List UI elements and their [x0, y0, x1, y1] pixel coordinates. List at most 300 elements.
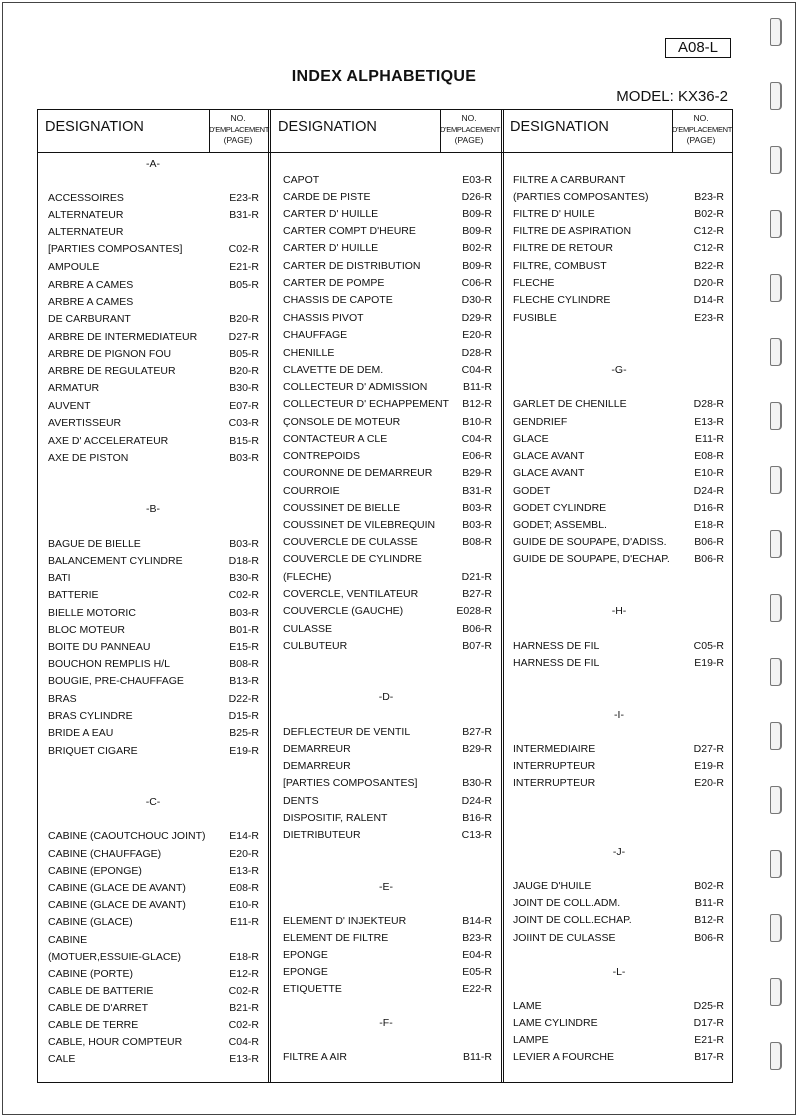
index-entry	[48, 313, 259, 326]
section-letter-heading: -J-	[612, 846, 626, 858]
entry-designation: (PARTIES COMPOSANTES)	[513, 191, 649, 203]
binder-hole	[770, 466, 782, 494]
entry-page-ref: B21-R	[229, 1002, 259, 1014]
entry-designation: CULASSE	[283, 623, 333, 635]
entry-page-ref: E21-R	[229, 261, 259, 273]
entry-designation: CABINE (GLACE DE AVANT)	[48, 882, 186, 894]
entry-designation: CABINE (CHAUFFAGE)	[48, 848, 162, 860]
entry-designation: CARTER DE POMPE	[283, 277, 385, 289]
entry-page-ref: B16-R	[462, 812, 492, 824]
entry-page-ref: C04-R	[461, 364, 492, 376]
page-header-no: NO.	[693, 113, 709, 123]
index-entry	[48, 710, 259, 723]
entry-designation: BRAS CYLINDRE	[48, 710, 133, 722]
entry-designation: GODET	[513, 485, 551, 497]
index-entry	[283, 450, 492, 463]
index-entry	[283, 949, 492, 962]
entry-page-ref: D30-R	[461, 294, 492, 306]
binder-hole	[770, 658, 782, 686]
index-entry	[283, 277, 492, 290]
index-entry	[283, 329, 492, 342]
page-header-emplacement: D'EMPLACEMENT	[440, 125, 501, 134]
entry-designation: GODET CYLINDRE	[513, 502, 607, 514]
entry-designation: BRAS	[48, 693, 77, 705]
model-label: MODEL: KX36-2	[616, 88, 728, 105]
entry-page-ref: B09-R	[462, 208, 492, 220]
index-entry	[48, 261, 259, 274]
entry-designation: CARTER D' HUILLE	[283, 208, 379, 220]
entry-page-ref: B25-R	[229, 727, 259, 739]
index-entry	[48, 192, 259, 205]
entry-page-ref: C05-R	[693, 640, 724, 652]
entry-page-ref: E22-R	[462, 983, 492, 995]
column-3-designation-header: DESIGNATION	[510, 119, 609, 135]
entry-designation: ACCESSOIRES	[48, 192, 124, 204]
entry-page-ref: B22-R	[694, 260, 724, 272]
entry-designation: HARNESS DE FIL	[513, 640, 600, 652]
index-entry	[283, 242, 492, 255]
index-entry	[48, 1053, 259, 1066]
entry-page-ref: D28-R	[461, 347, 492, 359]
entry-designation: [PARTIES COMPOSANTES]	[48, 243, 183, 255]
index-entry	[48, 279, 259, 292]
entry-designation: BRIQUET CIGARE	[48, 745, 138, 757]
entry-designation: FILTRE A AIR	[283, 1051, 347, 1063]
entry-page-ref: D21-R	[461, 571, 492, 583]
section-letter-heading: -F-	[379, 1017, 393, 1029]
entry-page-ref: E19-R	[694, 657, 724, 669]
entry-page-ref: E05-R	[462, 966, 492, 978]
index-entry	[283, 588, 492, 601]
index-entry	[48, 830, 259, 843]
index-entry	[48, 865, 259, 878]
entry-designation: COURONNE DE DEMARREUR	[283, 467, 433, 479]
index-table	[37, 109, 733, 1083]
entry-page-ref: C02-R	[228, 1019, 259, 1031]
entry-page-ref: B12-R	[694, 914, 724, 926]
section-letter-heading: -B-	[146, 503, 160, 515]
index-entry	[513, 743, 724, 756]
entry-designation: GODET; ASSEMBL.	[513, 519, 607, 531]
index-entry	[48, 1036, 259, 1049]
index-entry	[48, 348, 259, 361]
entry-page-ref: B01-R	[229, 624, 259, 636]
section-letter-heading: -A-	[146, 158, 160, 170]
entry-page-ref: E12-R	[229, 968, 259, 980]
entry-page-ref: B03-R	[229, 607, 259, 619]
index-entry	[283, 795, 492, 808]
index-entry	[513, 191, 724, 204]
page-header-emplacement: D'EMPLACEMENT	[672, 125, 733, 134]
index-entry	[283, 1051, 492, 1064]
entry-designation: BOUGIE, PRE-CHAUFFAGE	[48, 675, 184, 687]
index-entry	[48, 675, 259, 688]
entry-designation: FUSIBLE	[513, 312, 557, 324]
entry-page-ref: B03-R	[229, 538, 259, 550]
index-entry	[513, 880, 724, 893]
index-entry	[513, 1034, 724, 1047]
entry-designation: GARLET DE CHENILLE	[513, 398, 627, 410]
entry-designation: ARBRE DE REGULATEUR	[48, 365, 176, 377]
index-entry	[283, 347, 492, 360]
entry-designation: DEMARREUR	[283, 760, 351, 772]
page-header-emplacement: D'EMPLACEMENT	[209, 125, 270, 134]
entry-designation: CONTACTEUR A CLE	[283, 433, 388, 445]
entry-designation: COUVERCLE DE CYLINDRE	[283, 553, 422, 565]
entry-page-ref: B30-R	[229, 572, 259, 584]
entry-designation: ARBRE DE PIGNON FOU	[48, 348, 172, 360]
index-entry	[283, 485, 492, 498]
entry-designation: CARTER DE DISTRIBUTION	[283, 260, 421, 272]
index-entry	[513, 260, 724, 273]
entry-page-ref: E13-R	[229, 865, 259, 877]
entry-page-ref: E11-R	[230, 916, 259, 928]
entry-designation: COUVERCLE (GAUCHE)	[283, 605, 404, 617]
entry-designation: AXE D' ACCELERATEUR	[48, 435, 169, 447]
entry-page-ref: C13-R	[461, 829, 492, 841]
entry-designation: CABINE (GLACE DE AVANT)	[48, 899, 186, 911]
entry-designation: EPONGE	[283, 966, 328, 978]
entry-page-ref: E08-R	[229, 882, 259, 894]
binder-hole	[770, 722, 782, 750]
entry-page-ref: B06-R	[694, 553, 724, 565]
entry-designation: BAGUE DE BIELLE	[48, 538, 141, 550]
entry-designation: ALTERNATEUR	[48, 226, 124, 238]
index-entry	[513, 914, 724, 927]
entry-designation: [PARTIES COMPOSANTES]	[283, 777, 418, 789]
entry-designation: INTERRUPTEUR	[513, 777, 596, 789]
index-entry	[48, 624, 259, 637]
index-entry	[48, 555, 259, 568]
entry-page-ref: B06-R	[462, 623, 492, 635]
entry-page-ref: B27-R	[462, 726, 492, 738]
entry-designation: ELEMENT D' INJEKTEUR	[283, 915, 407, 927]
page-header-no: NO.	[230, 113, 246, 123]
entry-page-ref: E11-R	[695, 433, 724, 445]
entry-designation: BLOC MOTEUR	[48, 624, 126, 636]
entry-designation: HARNESS DE FIL	[513, 657, 600, 669]
entry-designation: FILTRE A CARBURANT	[513, 174, 626, 186]
entry-page-ref: B20-R	[229, 313, 259, 325]
index-entry	[283, 623, 492, 636]
entry-page-ref: B13-R	[229, 675, 259, 687]
index-entry	[513, 467, 724, 480]
entry-designation: ARBRE A CAMES	[48, 279, 134, 291]
entry-page-ref: E20-R	[462, 329, 492, 341]
binder-hole	[770, 850, 782, 878]
entry-page-ref: B05-R	[229, 348, 259, 360]
entry-page-ref: D22-R	[228, 693, 259, 705]
index-entry	[48, 848, 259, 861]
entry-page-ref: B09-R	[462, 260, 492, 272]
section-letter-heading: -H-	[611, 605, 627, 617]
entry-designation: DENTS	[283, 795, 319, 807]
index-entry	[513, 433, 724, 446]
entry-page-ref: C02-R	[228, 243, 259, 255]
entry-designation: AXE DE PISTON	[48, 452, 129, 464]
index-entry	[283, 915, 492, 928]
binder-hole	[770, 210, 782, 238]
entry-page-ref: B08-R	[462, 536, 492, 548]
index-entry	[48, 1019, 259, 1032]
index-entry	[513, 294, 724, 307]
entry-page-ref: E15-R	[229, 641, 259, 653]
entry-page-ref: C12-R	[693, 225, 724, 237]
index-entry	[48, 693, 259, 706]
index-entry	[513, 553, 724, 566]
index-entry	[283, 208, 492, 221]
entry-designation: DEMARREUR	[283, 743, 351, 755]
column-2-designation-header: DESIGNATION	[278, 119, 377, 135]
page-header-page: (PAGE)	[686, 135, 716, 145]
page-code: A08-L	[665, 38, 731, 58]
entry-designation: FLECHE	[513, 277, 555, 289]
index-entry	[283, 467, 492, 480]
entry-page-ref: E19-R	[694, 760, 724, 772]
entry-page-ref: B06-R	[694, 932, 724, 944]
entry-page-ref: B10-R	[462, 416, 492, 428]
entry-page-ref: E21-R	[694, 1034, 724, 1046]
entry-page-ref: B03-R	[462, 502, 492, 514]
entry-designation: ARBRE A CAMES	[48, 296, 134, 308]
index-entry	[48, 985, 259, 998]
entry-page-ref: E19-R	[229, 745, 259, 757]
index-entry	[513, 225, 724, 238]
entry-page-ref: D28-R	[693, 398, 724, 410]
entry-designation: BATTERIE	[48, 589, 99, 601]
entry-page-ref: D20-R	[693, 277, 724, 289]
binder-hole	[770, 1042, 782, 1070]
entry-designation: ARMATUR	[48, 382, 100, 394]
index-entry	[283, 398, 492, 411]
entry-page-ref: B02-R	[694, 880, 724, 892]
entry-page-ref: C03-R	[228, 417, 259, 429]
entry-page-ref: B02-R	[462, 242, 492, 254]
index-entry	[283, 640, 492, 653]
column-2-page-header	[440, 113, 501, 146]
entry-designation: CULBUTEUR	[283, 640, 348, 652]
entry-designation: CHAUFFAGE	[283, 329, 348, 341]
binder-hole	[770, 786, 782, 814]
index-entry	[48, 400, 259, 413]
entry-page-ref: C12-R	[693, 242, 724, 254]
entry-designation: INTERMEDIAIRE	[513, 743, 596, 755]
index-entry	[283, 812, 492, 825]
entry-page-ref: B15-R	[229, 435, 259, 447]
index-entry	[48, 934, 259, 947]
entry-page-ref: D29-R	[461, 312, 492, 324]
binder-hole	[770, 146, 782, 174]
index-entry	[513, 277, 724, 290]
index-entry	[48, 417, 259, 430]
index-entry	[283, 777, 492, 790]
index-entry	[48, 1002, 259, 1015]
index-entry	[283, 829, 492, 842]
entry-designation: AMPOULE	[48, 261, 100, 273]
column-3-page-header	[672, 113, 733, 146]
page-header-page: (PAGE)	[223, 135, 253, 145]
entry-page-ref: B29-R	[462, 743, 492, 755]
index-entry	[48, 607, 259, 620]
entry-designation: CLAVETTE DE DEM.	[283, 364, 384, 376]
entry-designation: CHASSIS DE CAPOTE	[283, 294, 393, 306]
entry-designation: CAPOT	[283, 174, 320, 186]
entry-designation: BIELLE MOTORIC	[48, 607, 136, 619]
entry-designation: CHASSIS PIVOT	[283, 312, 364, 324]
entry-page-ref: B27-R	[462, 588, 492, 600]
entry-designation: LAMPE	[513, 1034, 549, 1046]
section-letter-heading: -L-	[612, 966, 626, 978]
section-letter-heading: -E-	[379, 881, 393, 893]
binder-hole	[770, 978, 782, 1006]
index-entry	[283, 571, 492, 584]
entry-designation: AUVENT	[48, 400, 91, 412]
index-entry	[283, 932, 492, 945]
index-entry	[513, 1017, 724, 1030]
entry-designation: COLLECTEUR D' ECHAPPEMENT	[283, 398, 449, 410]
entry-designation: BATI	[48, 572, 71, 584]
entry-designation: CABINE (PORTE)	[48, 968, 133, 980]
entry-designation: ARBRE DE INTERMEDIATEUR	[48, 331, 198, 343]
index-entry	[513, 398, 724, 411]
column-divider-1	[268, 110, 271, 1082]
entry-designation: ETIQUETTE	[283, 983, 342, 995]
entry-designation: ÇONSOLE DE MOTEUR	[283, 416, 401, 428]
index-entry	[283, 743, 492, 756]
entry-page-ref: E20-R	[229, 848, 259, 860]
entry-page-ref: E04-R	[462, 949, 492, 961]
entry-page-ref: D15-R	[228, 710, 259, 722]
index-entry	[48, 538, 259, 551]
index-entry	[48, 365, 259, 378]
entry-page-ref: D17-R	[693, 1017, 724, 1029]
index-entry	[283, 381, 492, 394]
index-entry	[283, 536, 492, 549]
index-entry	[283, 416, 492, 429]
entry-designation: CABINE (CAOUTCHOUC JOINT)	[48, 830, 206, 842]
entry-designation: CHENILLE	[283, 347, 335, 359]
entry-page-ref: D16-R	[693, 502, 724, 514]
entry-designation: CABINE (GLACE)	[48, 916, 133, 928]
index-entry	[48, 968, 259, 981]
index-entry	[283, 726, 492, 739]
entry-page-ref: E07-R	[229, 400, 259, 412]
index-entry	[513, 657, 724, 670]
entry-page-ref: E23-R	[694, 312, 724, 324]
index-entry	[513, 485, 724, 498]
entry-designation: CARTER COMPT D'HEURE	[283, 225, 416, 237]
column-divider-2	[501, 110, 504, 1082]
entry-page-ref: D14-R	[693, 294, 724, 306]
index-entry	[513, 416, 724, 429]
index-entry	[283, 983, 492, 996]
page-header-no: NO.	[461, 113, 477, 123]
index-entry	[513, 312, 724, 325]
entry-designation: GUIDE DE SOUPAPE, D'ADISS.	[513, 536, 667, 548]
entry-page-ref: E028-R	[456, 605, 492, 617]
entry-page-ref: D27-R	[693, 743, 724, 755]
entry-page-ref: B23-R	[462, 932, 492, 944]
entry-designation: JAUGE D'HUILE	[513, 880, 592, 892]
index-entry	[283, 225, 492, 238]
entry-page-ref: E14-R	[229, 830, 259, 842]
index-entry	[513, 242, 724, 255]
entry-designation: JOINT DE COLL.ECHAP.	[513, 914, 632, 926]
entry-designation: FLECHE CYLINDRE	[513, 294, 611, 306]
entry-page-ref: E18-R	[229, 951, 259, 963]
entry-designation: CARDE DE PISTE	[283, 191, 371, 203]
entry-page-ref: C02-R	[228, 985, 259, 997]
entry-designation: CABLE DE BATTERIE	[48, 985, 154, 997]
entry-page-ref: D27-R	[228, 331, 259, 343]
entry-page-ref: D24-R	[693, 485, 724, 497]
entry-designation: COURROIE	[283, 485, 340, 497]
entry-designation: JOIINT DE CULASSE	[513, 932, 616, 944]
index-entry	[283, 502, 492, 515]
entry-designation: COLLECTEUR D' ADMISSION	[283, 381, 428, 393]
index-entry	[48, 331, 259, 344]
index-entry	[283, 760, 492, 773]
entry-page-ref: B03-R	[462, 519, 492, 531]
entry-page-ref: B11-R	[463, 1051, 492, 1063]
section-letter-heading: -I-	[614, 709, 624, 721]
entry-designation: CALE	[48, 1053, 76, 1065]
entry-page-ref: B09-R	[462, 225, 492, 237]
index-entry	[513, 932, 724, 945]
entry-page-ref: E03-R	[462, 174, 492, 186]
entry-page-ref: B30-R	[229, 382, 259, 394]
binder-hole	[770, 274, 782, 302]
binder-hole	[770, 402, 782, 430]
entry-designation: GLACE	[513, 433, 549, 445]
binder-hole	[770, 594, 782, 622]
column-1-designation-header: DESIGNATION	[45, 119, 144, 135]
binder-hole	[770, 530, 782, 558]
binder-hole	[770, 338, 782, 366]
index-entry	[48, 882, 259, 895]
index-entry	[513, 897, 724, 910]
index-entry	[48, 243, 259, 256]
entry-designation: (FLECHE)	[283, 571, 332, 583]
entry-page-ref: D24-R	[461, 795, 492, 807]
entry-page-ref: B12-R	[462, 398, 492, 410]
entry-page-ref: B02-R	[694, 208, 724, 220]
entry-designation: ALTERNATEUR	[48, 209, 124, 221]
entry-designation: COUSSINET DE VILEBREQUIN	[283, 519, 436, 531]
entry-page-ref: B11-R	[463, 381, 492, 393]
entry-page-ref: B11-R	[695, 897, 724, 909]
entry-designation: ELEMENT DE FILTRE	[283, 932, 389, 944]
entry-page-ref: B08-R	[229, 658, 259, 670]
entry-designation: LAME	[513, 1000, 542, 1012]
entry-page-ref: B29-R	[462, 467, 492, 479]
header-rule	[38, 152, 732, 153]
entry-designation: FILTRE DE ASPIRATION	[513, 225, 632, 237]
index-entry	[283, 191, 492, 204]
index-entry	[48, 916, 259, 929]
entry-designation: EPONGE	[283, 949, 328, 961]
index-entry	[48, 727, 259, 740]
entry-page-ref: B06-R	[694, 536, 724, 548]
index-entry	[48, 209, 259, 222]
section-letter-heading: -D-	[378, 691, 394, 703]
index-entry	[283, 174, 492, 187]
index-entry	[48, 226, 259, 239]
entry-designation: BOUCHON REMPLIS H/L	[48, 658, 170, 670]
entry-page-ref: E18-R	[694, 519, 724, 531]
entry-page-ref: C06-R	[461, 277, 492, 289]
entry-designation: COUVERCLE DE CULASSE	[283, 536, 418, 548]
